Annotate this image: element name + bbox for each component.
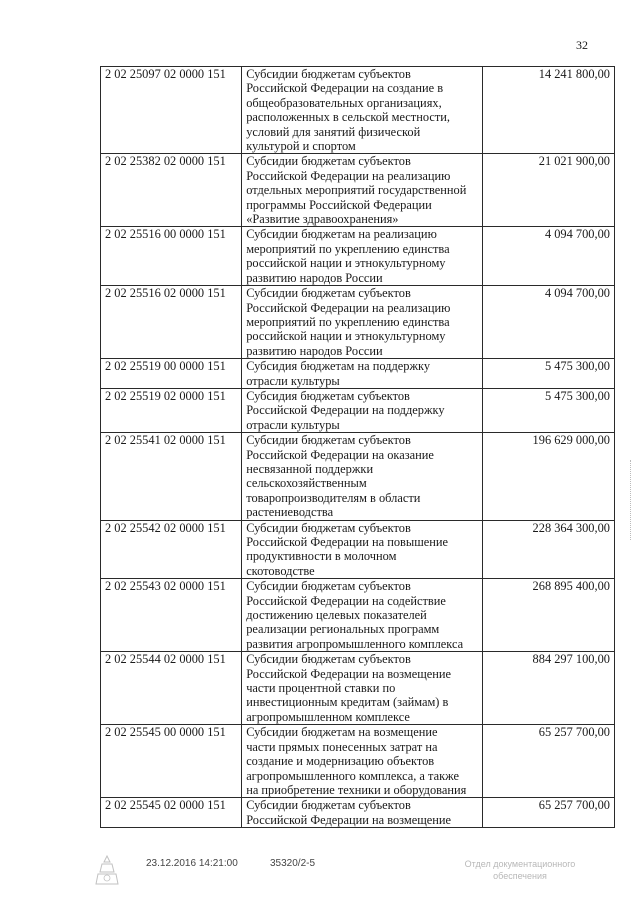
description-line: Субсидии бюджетам субъектов xyxy=(246,579,411,594)
description-line: развитию народов России xyxy=(246,343,383,358)
budget-code: 2 02 25519 00 0000 151 xyxy=(101,359,242,389)
subsidy-description xyxy=(242,520,483,579)
amount: 14 241 800,00 xyxy=(482,67,614,154)
description-line: создание и модернизацию объектов xyxy=(246,754,435,769)
amount: 21 021 900,00 xyxy=(482,154,614,227)
footer xyxy=(0,858,640,898)
amount: 65 257 700,00 xyxy=(482,725,614,798)
budget-code: 2 02 25545 00 0000 151 xyxy=(101,725,242,798)
office-stamp xyxy=(445,858,595,882)
stamp-line: Отдел документационного xyxy=(464,859,576,869)
description-line: мероприятий по укреплению единства xyxy=(246,241,450,256)
description-line: на приобретение техники и оборудования xyxy=(246,782,467,797)
budget-code: 2 02 25543 02 0000 151 xyxy=(101,579,242,652)
description-line: Российской Федерации на реализацию xyxy=(246,300,451,315)
description-line: развития агропромышленного комплекса xyxy=(246,636,464,651)
description-line: агропромышленного комплекса, а также xyxy=(246,768,459,783)
budget-code: 2 02 25542 02 0000 151 xyxy=(101,520,242,579)
footer-date: 23.12.2016 14:21:00 xyxy=(146,858,238,869)
budget-code: 2 02 25097 02 0000 151 xyxy=(101,67,242,154)
amount: 884 297 100,00 xyxy=(482,652,614,725)
description-line: продуктивности в молочном xyxy=(246,549,397,564)
description-line: программы Российской Федерации xyxy=(246,197,432,212)
seal-icon xyxy=(92,854,122,888)
description-line: сельскохозяйственным xyxy=(246,476,367,491)
description-line: отдельных мероприятий государственной xyxy=(246,183,467,198)
table-row xyxy=(101,67,615,154)
description-line: общеобразовательных организациях, xyxy=(246,95,442,110)
table-row xyxy=(101,388,615,432)
description-line: реализации региональных программ xyxy=(246,622,440,637)
description-line: Субсидии бюджетам на возмещение xyxy=(246,725,438,740)
description-line: культурой и спортом xyxy=(246,139,356,154)
table-row xyxy=(101,798,615,828)
description-line: Российской Федерации на реализацию xyxy=(246,168,451,183)
description-line: инвестиционным кредитам (займам) в xyxy=(246,695,449,710)
amount: 268 895 400,00 xyxy=(482,579,614,652)
subsidy-description xyxy=(242,798,483,828)
description-line: Субсидии бюджетам субъектов xyxy=(246,798,411,813)
budget-code: 2 02 25541 02 0000 151 xyxy=(101,433,242,520)
description-line: несвязанной поддержки xyxy=(246,461,374,476)
description-line: Субсидии бюджетам субъектов xyxy=(246,154,411,169)
description-line: отрасли культуры xyxy=(246,373,340,388)
subsidy-description xyxy=(242,67,483,154)
table-row xyxy=(101,227,615,286)
description-line: Субсидии бюджетам субъектов xyxy=(246,286,411,301)
amount: 5 475 300,00 xyxy=(482,388,614,432)
table-row xyxy=(101,579,615,652)
description-line: Субсидии бюджетам субъектов xyxy=(246,652,411,667)
subsidy-description xyxy=(242,388,483,432)
budget-code: 2 02 25545 02 0000 151 xyxy=(101,798,242,828)
table-row xyxy=(101,520,615,579)
description-line: отрасли культуры xyxy=(246,417,340,432)
stamp-line: обеспечения xyxy=(493,871,547,881)
amount: 5 475 300,00 xyxy=(482,359,614,389)
description-line: части прямых понесенных затрат на xyxy=(246,739,438,754)
description-line: Субсидии бюджетам субъектов xyxy=(246,67,411,81)
subsidy-description xyxy=(242,227,483,286)
description-line: развитию народов России xyxy=(246,270,383,285)
amount: 196 629 000,00 xyxy=(482,433,614,520)
table-row xyxy=(101,154,615,227)
amount: 4 094 700,00 xyxy=(482,227,614,286)
description-line: скотоводстве xyxy=(246,563,315,578)
description-line: Субсидии бюджетам субъектов xyxy=(246,433,411,448)
budget-code: 2 02 25382 02 0000 151 xyxy=(101,154,242,227)
budget-table xyxy=(100,66,615,828)
description-line: Российской Федерации на создание в xyxy=(246,81,444,96)
description-line: части процентной ставки по xyxy=(246,681,396,696)
subsidy-description xyxy=(242,359,483,389)
description-line: достижению целевых показателей xyxy=(246,608,427,623)
table-row xyxy=(101,286,615,359)
description-line: Субсидия бюджетам на поддержку xyxy=(246,359,431,374)
description-line: российской нации и этнокультурному xyxy=(246,329,446,344)
subsidy-description xyxy=(242,286,483,359)
table-row xyxy=(101,725,615,798)
description-line: Субсидии бюджетам на реализацию xyxy=(246,227,437,242)
table-row xyxy=(101,652,615,725)
description-line: растениеводства xyxy=(246,505,334,520)
description-line: агропромышленном комплексе xyxy=(246,709,410,724)
budget-code: 2 02 25544 02 0000 151 xyxy=(101,652,242,725)
footer-ref: 35320/2-5 xyxy=(270,858,316,869)
page-number: 32 xyxy=(576,38,588,52)
description-line: товаропроизводителям в области xyxy=(246,490,421,505)
scan-artifact xyxy=(630,460,632,540)
description-line: Российской Федерации на возмещение xyxy=(246,812,452,827)
description-line: мероприятий по укреплению единства xyxy=(246,314,450,329)
budget-code: 2 02 25516 00 0000 151 xyxy=(101,227,242,286)
subsidy-description xyxy=(242,433,483,520)
table-row xyxy=(101,433,615,520)
description-line: Российской Федерации на повышение xyxy=(246,535,448,549)
description-line: расположенных в сельской местности, xyxy=(246,110,450,125)
description-line: условий для занятий физической xyxy=(246,124,421,139)
amount: 4 094 700,00 xyxy=(482,286,614,359)
subsidy-description xyxy=(242,579,483,652)
description-line: российской нации и этнокультурному xyxy=(246,256,446,271)
description-line: Субсидии бюджетам субъектов xyxy=(246,520,411,535)
subsidy-description xyxy=(242,154,483,227)
description-line: Российской Федерации на оказание xyxy=(246,447,434,462)
description-line: «Развитие здравоохранения» xyxy=(246,212,399,227)
subsidy-description xyxy=(242,652,483,725)
amount: 65 257 700,00 xyxy=(482,798,614,828)
table-row xyxy=(101,359,615,389)
description-line: Субсидия бюджетам субъектов xyxy=(246,388,410,403)
description-line: Российской Федерации на поддержку xyxy=(246,403,445,418)
budget-code: 2 02 25519 02 0000 151 xyxy=(101,388,242,432)
amount: 228 364 300,00 xyxy=(482,520,614,579)
budget-code: 2 02 25516 02 0000 151 xyxy=(101,286,242,359)
description-line: Российской Федерации на содействие xyxy=(246,593,446,608)
description-line: Российской Федерации на возмещение xyxy=(246,666,452,681)
subsidy-description xyxy=(242,725,483,798)
